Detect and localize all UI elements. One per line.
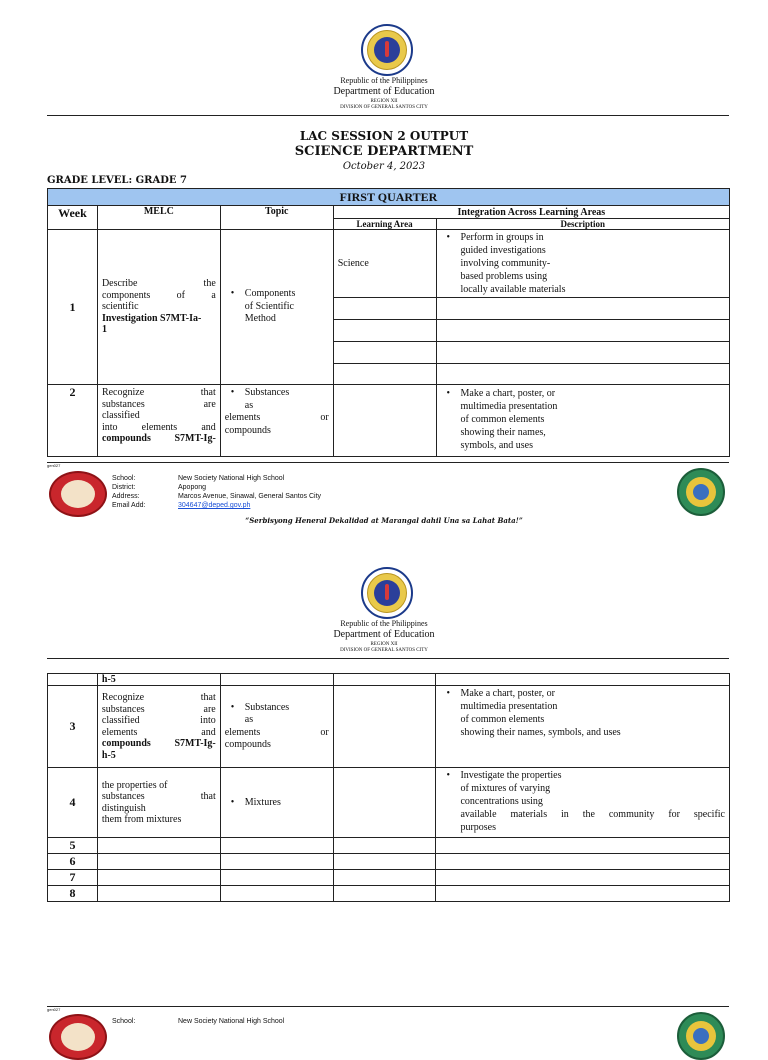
region-text: REGION XII	[370, 642, 398, 647]
learning-area-cell	[333, 768, 436, 838]
gensan-division-seal-icon	[677, 1012, 725, 1060]
col-learning-area: Learning Area	[333, 219, 436, 230]
melc-cell: Recognize that substances are classified into elements and compounds S7MT-Ig- h-5	[97, 686, 220, 768]
table-row	[48, 686, 730, 768]
topic-cell: • Mixtures	[220, 768, 333, 838]
footer-divider	[47, 1006, 729, 1007]
deped-seal-icon	[361, 567, 413, 619]
description-cell: • Make a chart, poster, or multimedia presentation of common elements showing their names, symbols, and uses	[436, 385, 729, 457]
week-cell: 8	[48, 886, 98, 902]
school-info: School: New Society National High School	[112, 1018, 285, 1025]
topic-cell: • Substances as elements or compounds	[220, 385, 333, 457]
week-cell: 4	[48, 768, 98, 838]
school-seal-icon	[49, 471, 107, 517]
col-week: Week	[48, 206, 98, 230]
week-cell: 7	[48, 870, 98, 886]
week-cell: 6	[48, 854, 98, 870]
week-cell: 5	[48, 838, 98, 854]
lac-table-part1	[47, 188, 730, 457]
description-cell: • Investigate the properties of mixtures of varying concentrations using available materials in the community for specific purposes	[436, 768, 730, 838]
department-text: Department of Education	[333, 629, 435, 640]
division-text: DIVISION OF GENERAL SANTOS CITY	[340, 648, 428, 653]
col-integration: Integration Across Learning Areas	[333, 206, 729, 219]
table-row	[48, 230, 730, 298]
learning-area-cell: Science	[333, 230, 436, 298]
republic-text: Republic of the Philippines	[340, 76, 428, 85]
week-cell: 1	[48, 230, 98, 385]
topic-cell: • Substances as elements or compounds	[220, 686, 333, 768]
corner-code: gen027	[47, 463, 61, 468]
table-row	[48, 768, 730, 838]
week-cell: 3	[48, 686, 98, 768]
melc-cell: h-5	[97, 674, 220, 686]
motto-text: “Serbisyong Heneral Dekalidad at Marangal dahil Una sa Lahat Bata!”	[245, 516, 523, 525]
topic-cell: • Components of Scientific Method	[220, 230, 333, 385]
col-melc: MELC	[97, 206, 220, 230]
doc-title: LAC SESSION 2 OUTPUT	[299, 129, 469, 143]
department-text: Department of Education	[333, 86, 435, 97]
school-info: School: New Society National High School District: Apopong Address: Marcos Avenue, Sinawal, General Santos City Email Add: 304647@deped.gov.ph	[112, 475, 322, 509]
lac-table-part2	[47, 673, 730, 902]
table-row	[48, 870, 730, 886]
email-link[interactable]: 304647@deped.gov.ph	[178, 502, 251, 509]
corner-code: gen027	[47, 1007, 61, 1012]
region-text: REGION XII	[370, 99, 398, 104]
col-description: Description	[436, 219, 729, 230]
doc-subtitle: SCIENCE DEPARTMENT	[294, 144, 474, 159]
week-cell: 2	[48, 385, 98, 457]
header-divider	[47, 115, 729, 116]
table-row	[48, 838, 730, 854]
header-divider	[47, 658, 729, 659]
learning-area-cell	[333, 686, 436, 768]
doc-date: October 4, 2023	[342, 161, 426, 172]
gensan-division-seal-icon	[677, 468, 725, 516]
description-cell: • Make a chart, poster, or multimedia presentation of common elements showing their names, symbols, and uses	[436, 686, 730, 768]
division-text: DIVISION OF GENERAL SANTOS CITY	[340, 105, 428, 110]
footer-divider	[47, 462, 729, 463]
republic-text: Republic of the Philippines	[340, 619, 428, 628]
melc-cell: Recognize that substances are classified into elements and compounds S7MT-Ig-	[97, 385, 220, 457]
table-row	[48, 854, 730, 870]
melc-cell: Describe the components of a scientific Investigation S7MT-Ia- 1	[97, 230, 220, 385]
deped-seal-icon	[361, 24, 413, 76]
learning-area-cell	[333, 385, 436, 457]
melc-cell: the properties of substances that distinguish them from mixtures	[97, 768, 220, 838]
table-row	[48, 385, 730, 457]
grade-level: GRADE LEVEL: GRADE 7	[47, 175, 187, 186]
description-cell: • Perform in groups in guided investigations involving community- based problems using locally available materials	[436, 230, 729, 298]
table-row	[48, 886, 730, 902]
school-seal-icon	[49, 1014, 107, 1060]
quarter-header: FIRST QUARTER	[48, 189, 730, 206]
col-topic: Topic	[220, 206, 333, 230]
